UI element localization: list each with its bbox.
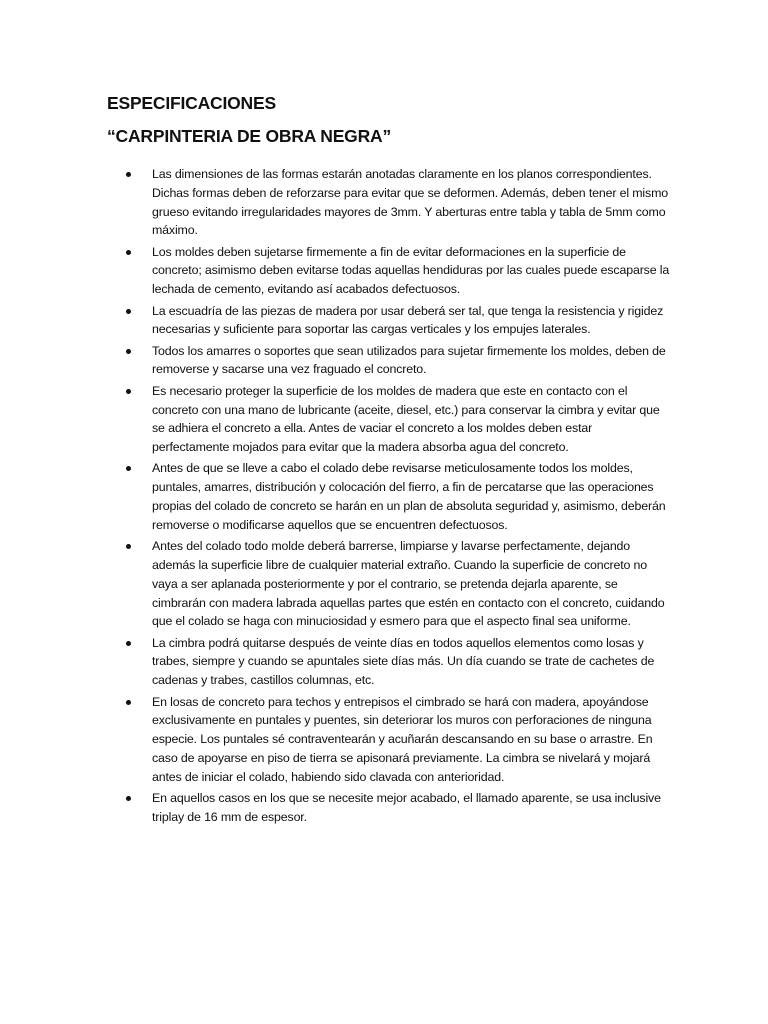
list-item-text: Es necesario proteger la superficie de los moldes de madera que este en contacto con el concreto con una mano de lubricante (aceite, diesel, etc.) para conservar la cimbra y evitar que se adhiera el concreto a ella. Antes de vaciar el concreto a los moldes deben estar perfectamente mojados para evitar que la madera absorba agua del concreto. <box>152 383 660 455</box>
bullet-icon <box>126 466 131 471</box>
list-item-text: En aquellos casos en los que se necesite mejor acabado, el llamado aparente, se usa inclusive triplay de 16 mm de espesor. <box>152 791 661 824</box>
bullet-icon <box>126 700 131 705</box>
bullet-icon <box>126 349 131 354</box>
list-item-text: La cimbra podrá quitarse después de veinte días en todos aquellos elementos como losas y trabes, siempre y cuando se apuntales siete días más. Un día cuando se trate de cachetes de cadenas y trabes, castillos columnas, etc. <box>152 635 655 688</box>
bullet-icon <box>126 309 131 314</box>
list-item <box>123 243 671 299</box>
list-item <box>123 165 671 240</box>
bullet-icon <box>126 250 131 255</box>
specification-list <box>123 165 671 829</box>
list-item-text: La escuadría de las piezas de madera por usar deberá ser tal, que tenga la resistencia y rigidez necesarias y suficiente para soportar las cargas verticales y los empujes laterales. <box>152 303 664 337</box>
document-heading: ESPECIFICACIONES <box>107 93 276 113</box>
list-item-text: Todos los amarres o soportes que sean utilizados para sujetar firmemente los moldes, deben de removerse y sacarse una vez fraguado el concreto. <box>152 343 666 377</box>
list-item <box>123 342 671 380</box>
list-item <box>123 382 671 457</box>
list-item-text: Antes de que se lleve a cabo el colado debe revisarse meticulosamente todos los moldes, puntales, amarres, distribución y colocación del fierro, a fin de percatarse que las operaciones propias del colado de concreto se harán en un plan de absoluta seguridad y, asimismo, deberán removerse o modificarse aquellos que se encuentren defectuosos. <box>152 461 666 532</box>
bullet-icon <box>126 641 131 646</box>
list-item-text: Las dimensiones de las formas estarán anotadas claramente en los planos correspondientes. Dichas formas deben de reforzarse para evitar que se deformen. Además, deben tener el mismo grueso evitando irregularidades mayores de 3mm. Y aberturas entre tabla y tabla de 5mm como máximo. <box>152 167 668 238</box>
list-item <box>123 634 671 690</box>
list-item-text: Los moldes deben sujetarse firmemente a fin de evitar deformaciones en la superficie de concreto; asimismo deben evitarse todas aquellas hendiduras por las cuales puede escaparse la lechada de cemento, evitando así acabados defectuosos. <box>152 244 670 297</box>
bullet-icon <box>126 389 131 394</box>
list-item <box>123 302 671 340</box>
document-subheading: “CARPINTERIA DE OBRA NEGRA” <box>107 126 392 146</box>
list-item <box>123 537 671 631</box>
list-item <box>123 789 671 827</box>
bullet-icon <box>126 172 131 177</box>
list-item-text: Antes del colado todo molde deberá barrerse, limpiarse y lavarse perfectamente, dejando además la superficie libre de cualquier material extraño. Cuando la superficie de concreto no vaya a ser aplanada posteriormente y por el contrario, se pretenda dejarla aparente, se cimbrarán con madera labrada aquellas partes que estén en contacto con el concreto, cuidando que el colado se haga con minuciosidad y esmero para que el aspecto final sea uniforme. <box>152 539 665 629</box>
bullet-icon <box>126 544 131 549</box>
list-item <box>123 459 671 534</box>
list-item <box>123 693 671 787</box>
bullet-icon <box>126 796 131 801</box>
list-item-text: En losas de concreto para techos y entrepisos el cimbrado se hará con madera, apoyándose exclusivamente en puntales y puentes, sin deteriorar los muros con perforaciones de ninguna especie. Los puntales sé contraventearán y acuñarán descansando en su base o arrastre. En caso de apoyarse en piso de tierra se apisonará previamente. La cimbra se nivelará y mojará antes de iniciar el colado, habiendo sido clavada con anterioridad. <box>152 694 653 784</box>
